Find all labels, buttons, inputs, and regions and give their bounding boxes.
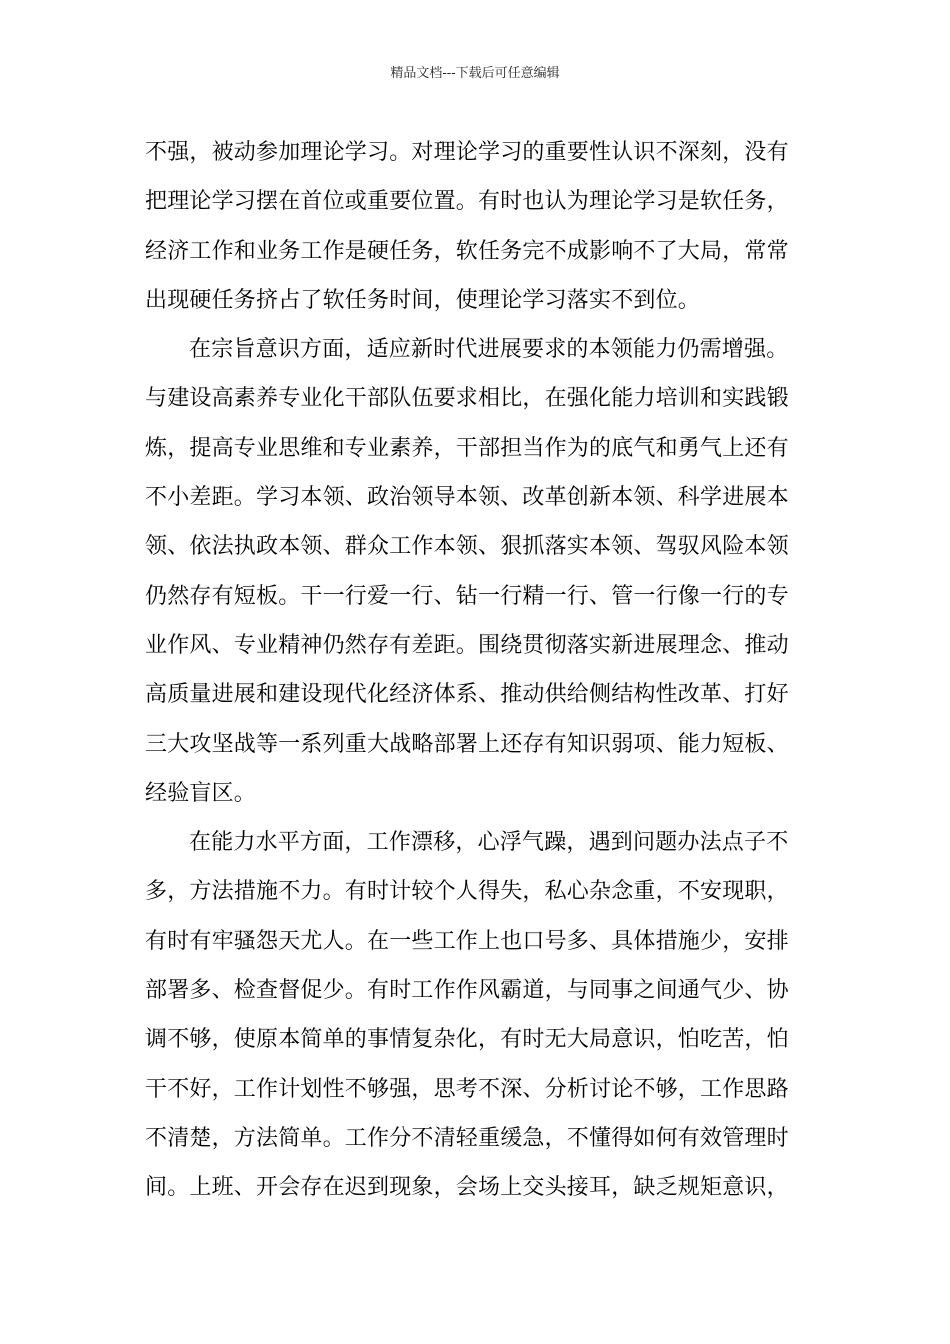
text-line: 部署多、检查督促少。有时工作作风霸道，与同事之间通气少、协 bbox=[145, 978, 789, 1004]
text-line: 业作风、专业精神仍然存有差距。围绕贯彻落实新进展理念、推动 bbox=[145, 632, 789, 658]
paragraph-3 bbox=[145, 818, 807, 1212]
text-line: 不清楚，方法简单。工作分不清轻重缓急，不懂得如何有效管理时 bbox=[145, 1125, 789, 1151]
text-line: 经济工作和业务工作是硬任务，软任务完不成影响不了大局，常常 bbox=[145, 238, 789, 264]
text-line: 调不够，使原本简单的事情复杂化，有时无大局意识，怕吃苦，怕 bbox=[145, 1027, 789, 1053]
text-line: 三大攻坚战等一系列重大战略部署上还存有知识弱项、能力短板、 bbox=[145, 731, 789, 757]
text-line: 在能力水平方面，工作漂移，心浮气躁，遇到问题办法点子不 bbox=[189, 830, 789, 856]
text-line: 出现硬任务挤占了软任务时间，使理论学习落实不到位。 bbox=[145, 287, 701, 313]
text-line: 在宗旨意识方面，适应新时代进展要求的本领能力仍需增强。 bbox=[189, 337, 789, 363]
text-line: 多，方法措施不力。有时计较个人得失，私心杂念重，不安现职， bbox=[145, 879, 789, 905]
text-line: 间。上班、开会存在迟到现象，会场上交头接耳，缺乏规矩意识， bbox=[145, 1175, 789, 1201]
page-header: 精品文档---下载后可任意编辑 bbox=[390, 66, 560, 81]
document-body bbox=[145, 128, 807, 1213]
text-line: 与建设高素养专业化干部队伍要求相比，在强化能力培训和实践锻 bbox=[145, 386, 789, 412]
text-line: 高质量进展和建设现代化经济体系、推动供给侧结构性改革、打好 bbox=[145, 682, 789, 708]
text-line: 干不好，工作计划性不够强，思考不深、分析讨论不够，工作思路 bbox=[145, 1076, 789, 1102]
text-line: 仍然存有短板。干一行爱一行、钻一行精一行、管一行像一行的专 bbox=[145, 583, 789, 609]
text-line: 经验盲区。 bbox=[145, 780, 257, 806]
text-line: 炼，提高专业思维和专业素养，干部担当作为的底气和勇气上还有 bbox=[145, 435, 789, 461]
text-line: 把理论学习摆在首位或重要位置。有时也认为理论学习是软任务， bbox=[145, 189, 789, 215]
text-line: 领、依法执政本领、群众工作本领、狠抓落实本领、驾驭风险本领 bbox=[145, 534, 789, 560]
paragraph-1 bbox=[145, 128, 807, 325]
text-line: 不小差距。学习本领、政治领导本领、改革创新本领、科学进展本 bbox=[145, 485, 789, 511]
text-line: 不强，被动参加理论学习。对理论学习的重要性认识不深刻，没有 bbox=[145, 140, 789, 165]
paragraph-2 bbox=[145, 325, 807, 818]
text-line: 有时有牢骚怨天尤人。在一些工作上也口号多、具体措施少，安排 bbox=[145, 928, 789, 954]
